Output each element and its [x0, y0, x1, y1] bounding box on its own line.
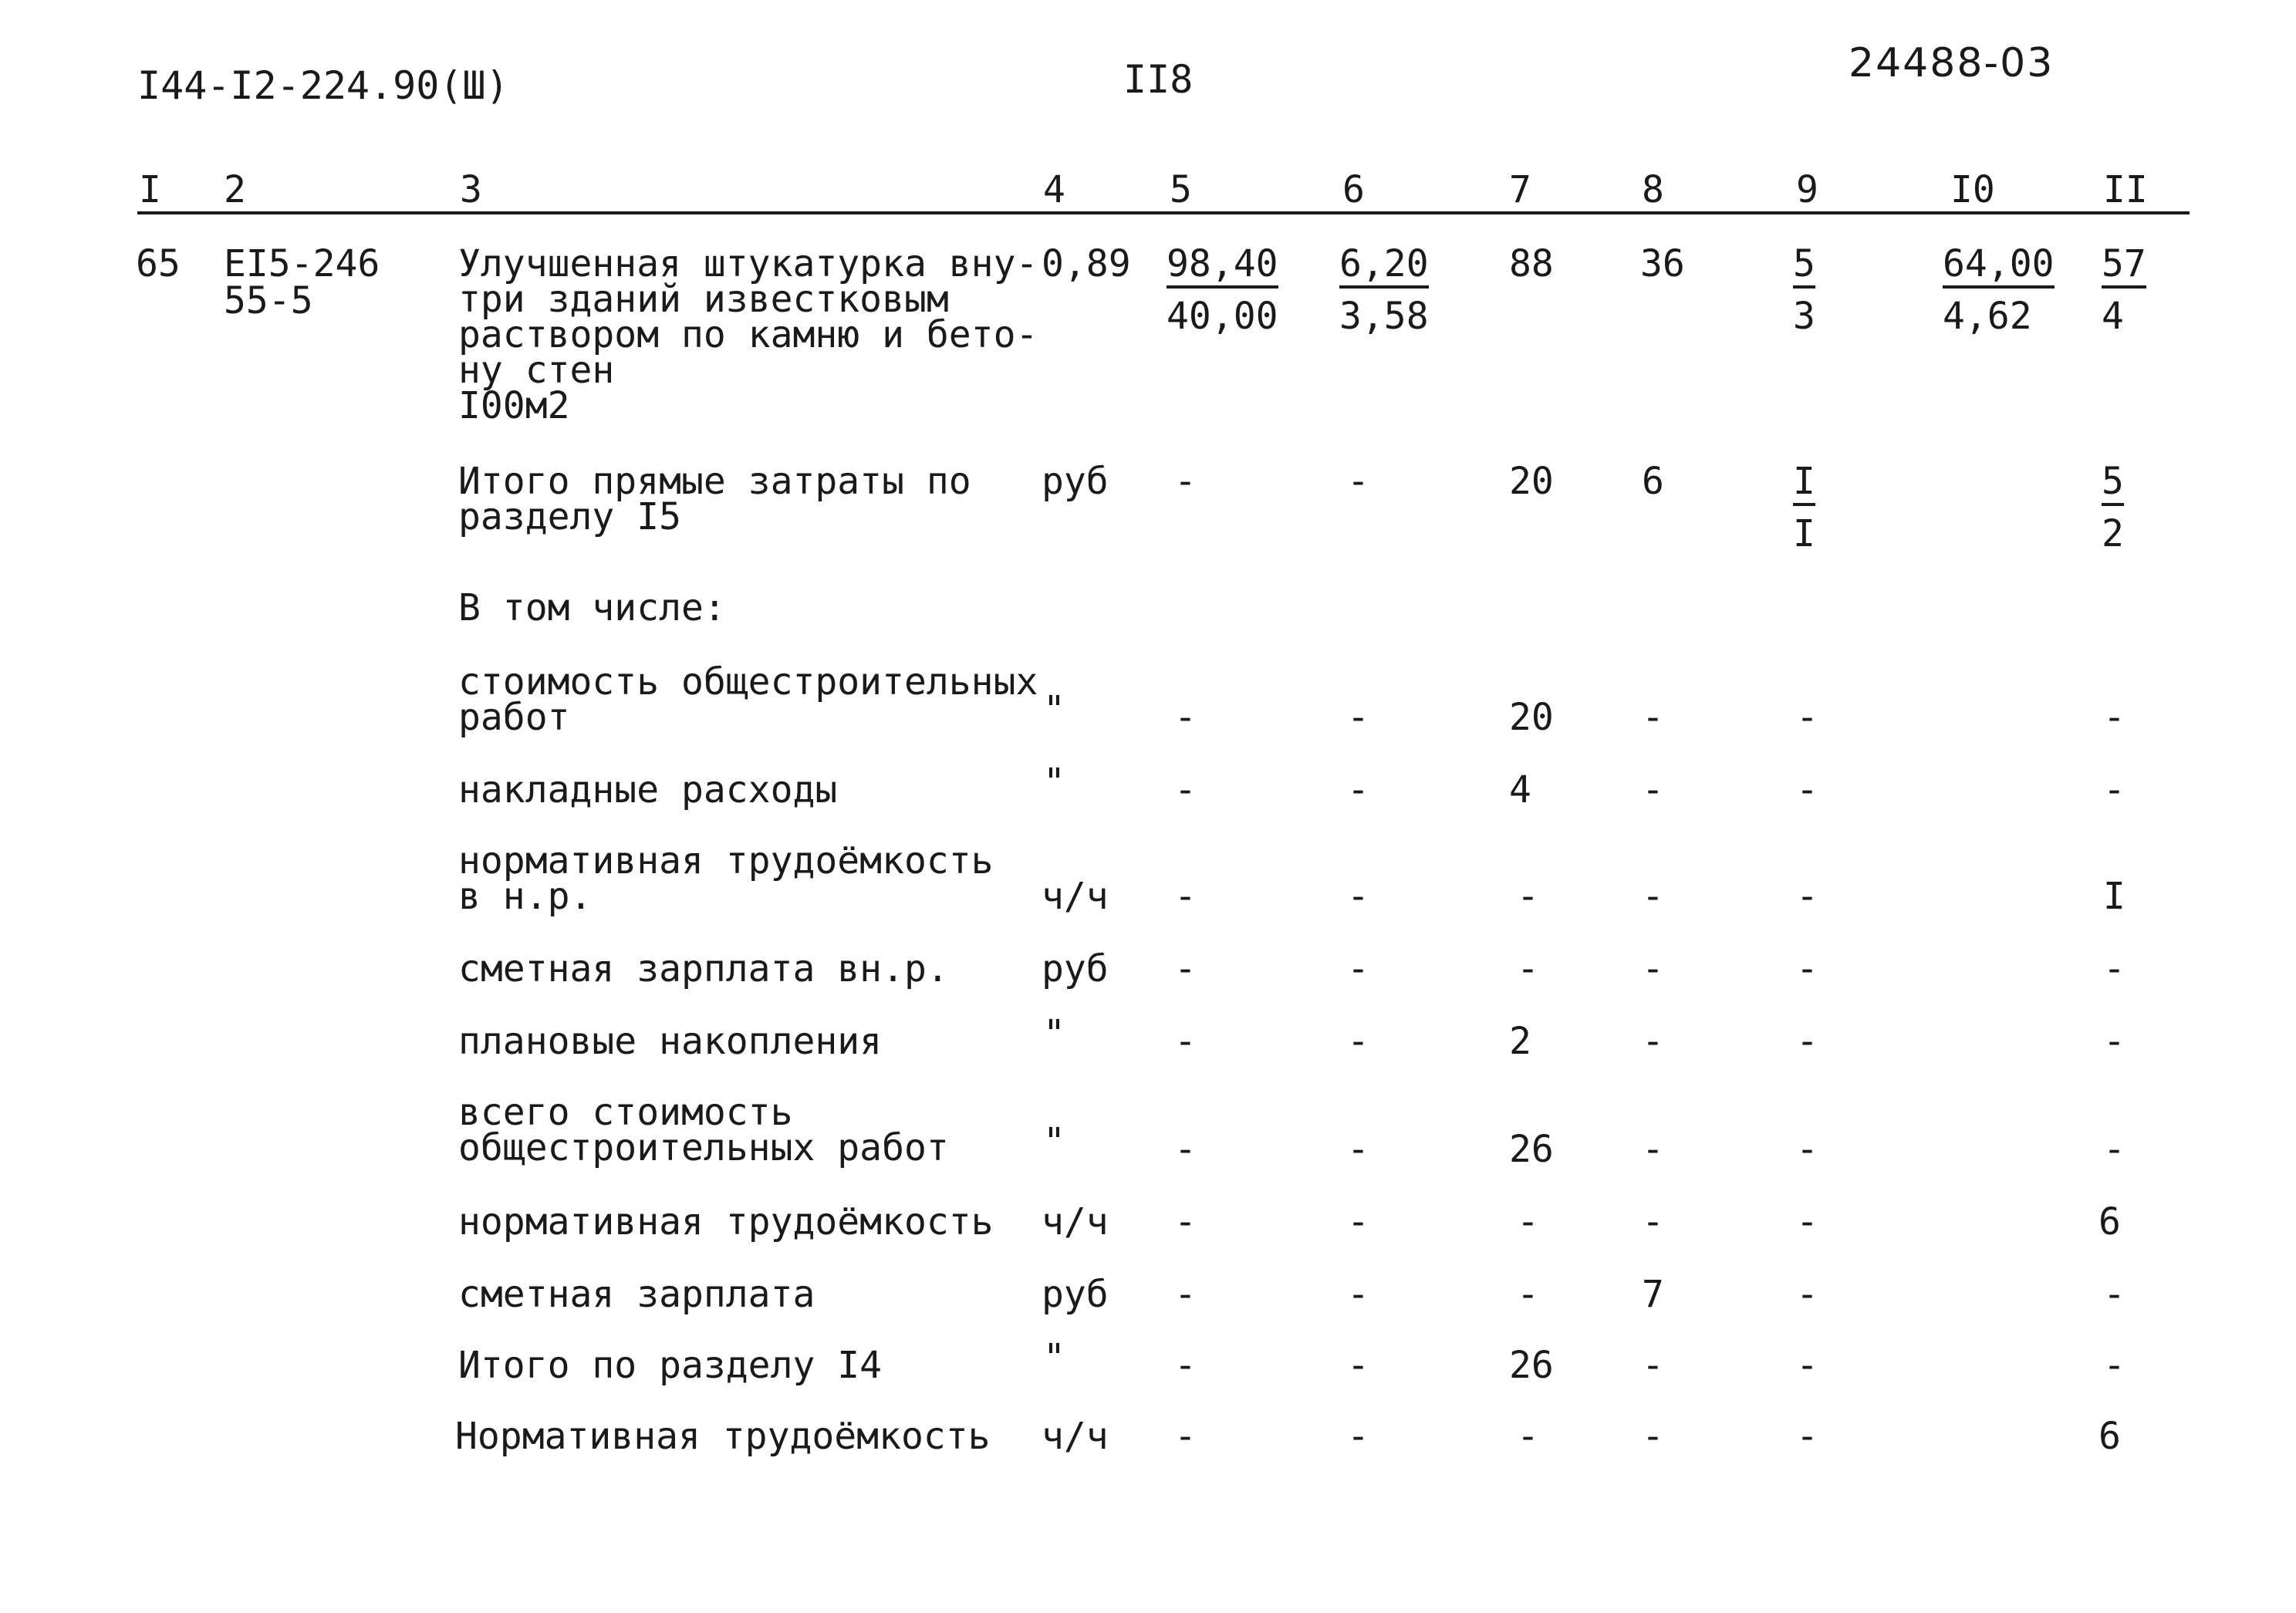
- col10-bottom-value: 4,62: [1943, 295, 2032, 338]
- breakdown-row-col9: -: [1796, 1020, 1818, 1063]
- breakdown-row-label: сметная зарплата: [458, 1273, 815, 1316]
- column-number-11: II: [2103, 168, 2148, 211]
- breakdown-row-col5: -: [1174, 1344, 1197, 1387]
- breakdown-row-col11: I: [2103, 875, 2125, 918]
- breakdown-row-col8: -: [1642, 768, 1664, 812]
- col5-bottom-value: 40,00: [1167, 295, 1278, 338]
- header-rule: [137, 211, 2190, 214]
- breakdown-row-col9: -: [1796, 696, 1818, 739]
- description-line: I00м2: [458, 384, 570, 427]
- breakdown-row-label: всего стоимость: [458, 1091, 793, 1134]
- breakdown-row-col11: -: [2103, 947, 2125, 990]
- breakdown-row-col8: -: [1642, 1344, 1664, 1387]
- breakdown-row-unit: руб: [1042, 1273, 1109, 1316]
- total-direct-col9-top: I: [1793, 463, 1815, 506]
- column-number-10: I0: [1950, 168, 1995, 211]
- col9-top-value: 5: [1793, 245, 1815, 289]
- col11-bottom-value: 4: [2102, 295, 2124, 338]
- breakdown-row-col5: -: [1174, 768, 1197, 812]
- column-number-7: 7: [1509, 168, 1531, 211]
- breakdown-row-col9: -: [1796, 947, 1818, 990]
- breakdown-row-col6: -: [1347, 1273, 1369, 1316]
- breakdown-row-col11: -: [2103, 1020, 2125, 1063]
- breakdown-row-unit: ч/ч: [1042, 1200, 1109, 1243]
- col6-bottom-value: 3,58: [1339, 295, 1429, 338]
- breakdown-row-col5: -: [1174, 1128, 1197, 1171]
- handwritten-number: 24488-03: [1849, 40, 2055, 86]
- breakdown-row-col6: -: [1347, 1415, 1369, 1458]
- breakdown-row-col7: -: [1517, 875, 1539, 918]
- breakdown-row-col6: -: [1347, 1200, 1369, 1243]
- breakdown-row-col11: -: [2103, 1128, 2125, 1171]
- document-code: I44-I2-224.90(Ш): [137, 63, 509, 108]
- breakdown-row-col6: -: [1347, 768, 1369, 812]
- column-number-6: 6: [1342, 168, 1365, 211]
- item-code-secondary: 55-5: [224, 279, 313, 322]
- total-direct-col9-bottom: I: [1793, 512, 1815, 555]
- breakdown-row-col7: -: [1517, 1273, 1539, 1316]
- col5-top-value: 98,40: [1167, 245, 1278, 289]
- breakdown-row-label: нормативная трудоёмкость: [458, 1200, 994, 1243]
- breakdown-row-col8: -: [1642, 1200, 1664, 1243]
- breakdown-row-col7: -: [1517, 1200, 1539, 1243]
- breakdown-row-label: накладные расходы: [458, 768, 838, 812]
- column-number-3: 3: [460, 168, 482, 211]
- total-direct-col7: 20: [1509, 460, 1554, 503]
- breakdown-row-label-2: в н.р.: [458, 875, 593, 918]
- breakdown-row-label: стоимость общестроительных: [458, 660, 1038, 704]
- col11-top-value: 57: [2102, 245, 2146, 289]
- breakdown-row-col11: 6: [2098, 1415, 2121, 1458]
- breakdown-row-col9: -: [1796, 1128, 1818, 1171]
- description-line: три зданий известковым: [458, 278, 949, 321]
- item-position: 65: [136, 242, 181, 285]
- breakdown-row-col11: 6: [2098, 1200, 2121, 1243]
- col9-bottom-value: 3: [1793, 295, 1815, 338]
- total-direct-label-2: разделу I5: [458, 495, 681, 538]
- column-number-8: 8: [1642, 168, 1664, 211]
- breakdown-row-col9: -: [1796, 1200, 1818, 1243]
- col6-top-value: 6,20: [1339, 245, 1429, 289]
- breakdown-row-col11: -: [2103, 696, 2125, 739]
- breakdown-row-col6: -: [1347, 696, 1369, 739]
- total-direct-col11-top: 5: [2102, 463, 2124, 506]
- breakdown-row-label-2: работ: [458, 696, 570, 739]
- breakdown-row-col7: 26: [1509, 1344, 1554, 1387]
- breakdown-row-col8: -: [1642, 1020, 1664, 1063]
- breakdown-row-col7: 26: [1509, 1128, 1554, 1171]
- breakdown-row-col11: -: [2103, 768, 2125, 812]
- breakdown-row-unit: ": [1043, 688, 1065, 731]
- breakdown-row-col5: -: [1174, 1415, 1197, 1458]
- breakdown-row-col8: -: [1642, 696, 1664, 739]
- column-number-5: 5: [1170, 168, 1192, 211]
- breakdown-row-col7: 4: [1509, 768, 1531, 812]
- item-code: EI5-246: [224, 242, 380, 285]
- breakdown-row-unit: ": [1043, 1012, 1065, 1055]
- column-number-1: I: [139, 168, 161, 211]
- breakdown-row-unit: ч/ч: [1042, 875, 1109, 918]
- column-number-2: 2: [224, 168, 246, 211]
- breakdown-row-col9: -: [1796, 1273, 1818, 1316]
- page-number: II8: [1123, 57, 1194, 102]
- breakdown-row-col8: -: [1642, 1415, 1664, 1458]
- breakdown-row-col7: 2: [1509, 1020, 1531, 1063]
- description-line: Улучшенная штукатурка вну-: [458, 242, 1038, 285]
- breakdown-row-col5: -: [1174, 947, 1197, 990]
- breakdown-row-label: плановые накопления: [458, 1020, 883, 1063]
- description-line: раствором по камню и бето-: [458, 313, 1038, 356]
- breakdown-row-col5: -: [1174, 1273, 1197, 1316]
- breakdown-row-col7: -: [1517, 947, 1539, 990]
- breakdown-row-col11: -: [2103, 1344, 2125, 1387]
- breakdown-row-unit: ": [1043, 761, 1065, 804]
- breakdown-row-col6: -: [1347, 1128, 1369, 1171]
- col8-value: 36: [1640, 242, 1685, 285]
- breakdown-row-col7: 20: [1509, 696, 1554, 739]
- breakdown-row-col6: -: [1347, 947, 1369, 990]
- breakdown-row-col8: 7: [1642, 1273, 1664, 1316]
- breakdown-row-label-2: общестроительных работ: [458, 1126, 949, 1169]
- breakdown-row-col6: -: [1347, 1020, 1369, 1063]
- breakdown-row-unit: ": [1043, 1120, 1065, 1163]
- total-direct-label: Итого прямые затраты по: [458, 460, 971, 503]
- breakdown-row-col9: -: [1796, 1415, 1818, 1458]
- total-direct-col6: -: [1347, 460, 1369, 503]
- breakdown-row-col9: -: [1796, 1344, 1818, 1387]
- breakdown-row-col7: -: [1517, 1415, 1539, 1458]
- breakdown-row-label: Итого по разделу I4: [458, 1344, 883, 1387]
- total-direct-unit: руб: [1042, 460, 1109, 503]
- breakdown-row-unit: ч/ч: [1042, 1415, 1109, 1458]
- breakdown-row-unit: руб: [1042, 947, 1109, 990]
- breakdown-row-col8: -: [1642, 875, 1664, 918]
- description-line: ну стен: [458, 349, 615, 392]
- breakdown-row-col8: -: [1642, 1128, 1664, 1171]
- breakdown-row-col11: -: [2103, 1273, 2125, 1316]
- column-number-4: 4: [1043, 168, 1065, 211]
- breakdown-row-col9: -: [1796, 768, 1818, 812]
- breakdown-row-col8: -: [1642, 947, 1664, 990]
- item-quantity: 0,89: [1042, 242, 1131, 285]
- total-direct-col8: 6: [1642, 460, 1664, 503]
- breakdown-row-col6: -: [1347, 1344, 1369, 1387]
- total-direct-col11-bottom: 2: [2102, 512, 2124, 555]
- breakdown-row-label: нормативная трудоёмкость: [458, 839, 994, 882]
- breakdown-row-label: Нормативная трудоёмкость: [455, 1415, 991, 1458]
- breakdown-row-label: сметная зарплата вн.р.: [458, 947, 949, 990]
- breakdown-row-col6: -: [1347, 875, 1369, 918]
- total-direct-col5: -: [1174, 460, 1197, 503]
- breakdown-row-col5: -: [1174, 696, 1197, 739]
- breakdown-row-col5: -: [1174, 875, 1197, 918]
- col10-top-value: 64,00: [1943, 245, 2055, 289]
- breakdown-row-col5: -: [1174, 1020, 1197, 1063]
- item-description: [458, 242, 1038, 427]
- breakdown-row-col5: -: [1174, 1200, 1197, 1243]
- breakdown-row-col9: -: [1796, 875, 1818, 918]
- column-number-9: 9: [1796, 168, 1818, 211]
- including-label: В том числе:: [458, 586, 726, 629]
- breakdown-row-unit: ": [1043, 1336, 1065, 1379]
- col7-value: 88: [1509, 242, 1554, 285]
